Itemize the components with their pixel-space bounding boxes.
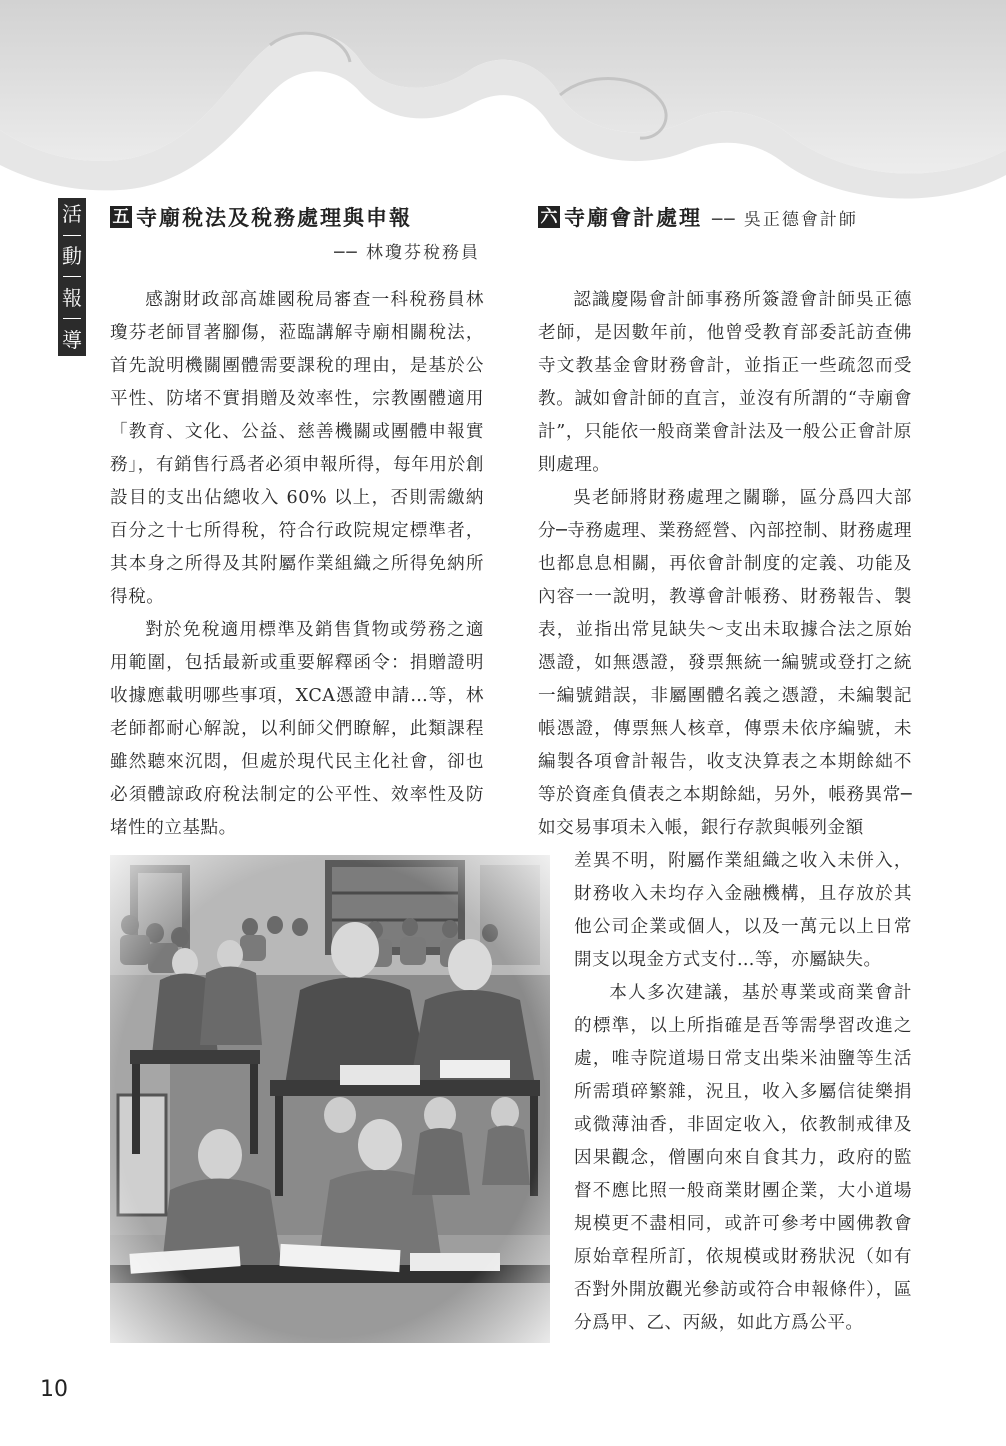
- side-tab-char: 動: [62, 244, 82, 269]
- section5-body: [110, 284, 484, 845]
- section6-body-lower: [574, 845, 912, 1340]
- side-tab-char: 報: [62, 285, 82, 310]
- section6-body-upper: [538, 284, 912, 845]
- section5-paragraph: 對於免稅適用標準及銷售貨物或勞務之適用範圍，包括最新或重要解釋函令：捐贈證明收據應載明哪些事項，XCA憑證申請…等，林老師都耐心解說，以利師父們瞭解，此類課程雖然聽來沉悶，但處於現代民主化社會，卻也必須體諒政府稅法制定的公平性、效率性及防堵性的立基點。: [110, 620, 484, 838]
- section6-title: 寺廟會計處理: [564, 206, 702, 230]
- side-tab-divider: [63, 235, 81, 236]
- section5-byline: ── 林瓊芬稅務員: [334, 243, 480, 263]
- section5-heading: [110, 202, 412, 232]
- section6-paragraph: 吳老師將財務處理之關聯，區分爲四大部分─寺務處理、業務經營、內部控制、財務處理也都息息相關，再依會計制度的定義、功能及內容一一說明，教導會計帳務、財務報告、製表，並指出常見缺失～支出未取據合法之原始憑證，如無憑證，發票無統一編號或登打之統一編號錯誤，非屬團體名義之憑證，未編製記帳憑證，傳票無人核章，傳票未依序編號，未編製各項會計報告，收支決算表之本期餘絀不等於資產負債表之本期餘絀，另外，帳務異常─如交易事項未入帳，銀行存款與帳列金額: [538, 488, 912, 838]
- section6-paragraph: 本人多次建議，基於專業或商業會計的標準，以上所指確是吾等需學習改進之處，唯寺院道場日常支出柴米油鹽等生活所需瑣碎繁雜，況且，收入多屬信徒樂捐或微薄油香，非固定收入，依教制戒律及因果觀念，僧團向來自食其力，政府的監督不應比照一般商業財團企業，大小道場規模更不盡相同，或許可參考中國佛教會原始章程所訂，依規模或財務狀況（如有否對外開放觀光參訪或符合申報條件），區分爲甲、乙、丙級，如此方爲公平。: [574, 983, 912, 1333]
- section6-paragraph: 差異不明，附屬作業組織之收入未併入，財務收入未均存入金融機構，且存放於其他公司企業或個人，以及一萬元以上日常開支以現金方式支付…等，亦屬缺失。: [574, 851, 912, 970]
- section6-heading: [538, 202, 858, 232]
- side-tab-divider: [63, 318, 81, 319]
- side-tab-divider: [63, 276, 81, 277]
- section5-paragraph: 感謝財政部高雄國稅局審查一科稅務員林瓊芬老師冒著腳傷，蒞臨講解寺廟相關稅法，首先說明機關團體需要課稅的理由，是基於公平性、防堵不實捐贈及效率性，宗教團體適用「教育、文化、公益、慈善機關或團體申報實務」，有銷售行爲者必須申報所得，每年用於創設目的支出佔總收入 60% 以上，否則需繳納百分之十七所得稅，符合行政院規定標準者，其本身之所得及其附屬作業組織之所得免納所得稅。: [110, 290, 484, 607]
- section6-byline: ── 吳正德會計師: [712, 209, 858, 230]
- side-tab-char: 導: [62, 327, 82, 352]
- section5-number: 五: [110, 206, 132, 228]
- seminar-photo: [110, 855, 550, 1343]
- section6-paragraph: 認識慶陽會計師事務所簽證會計師吳正德老師，是因數年前，他曾受教育部委託訪查佛寺文教基金會財務會計，並指正一些疏忽而受教。誠如會計師的直言，並沒有所謂的“寺廟會計”，只能依一般商業會計法及一般公正會計原則處理。: [538, 290, 912, 475]
- page-number: 10: [40, 1377, 68, 1402]
- section6-number: 六: [538, 206, 560, 228]
- side-tab-char: 活: [62, 202, 82, 227]
- section5-title: 寺廟稅法及稅務處理與申報: [136, 206, 412, 230]
- section-side-tab: [58, 198, 86, 356]
